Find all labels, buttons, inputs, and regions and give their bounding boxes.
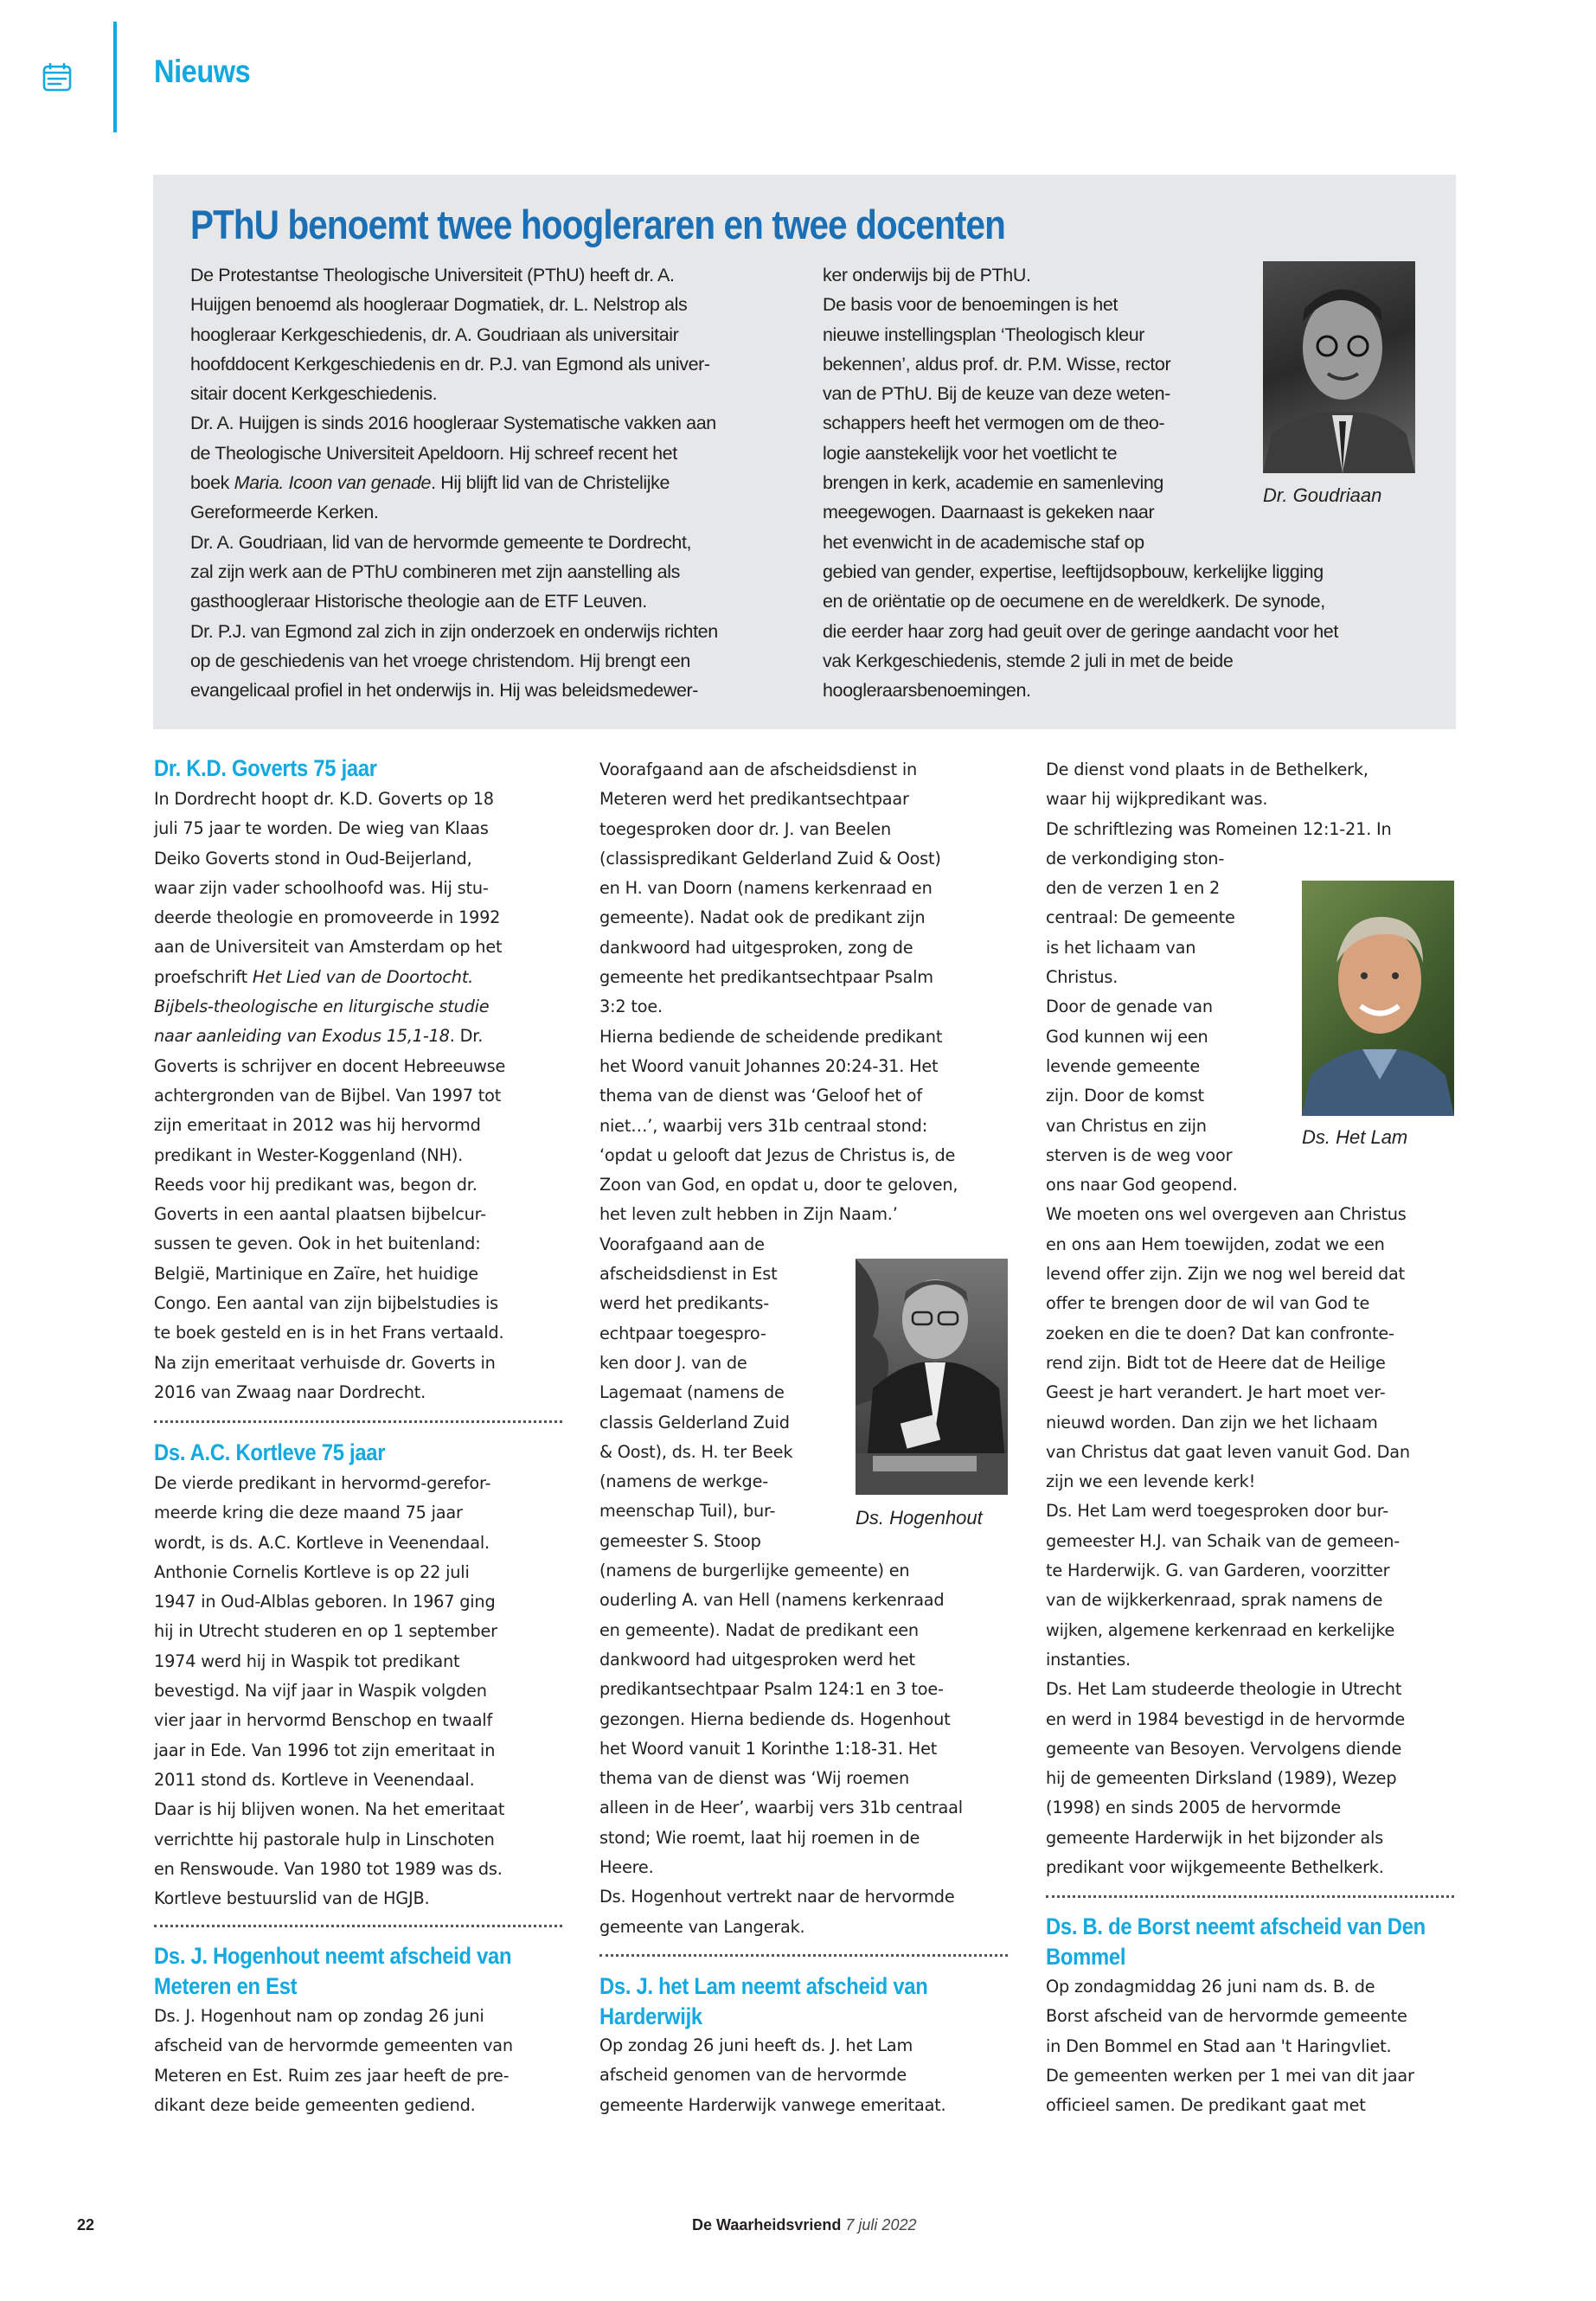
photo-caption-goudriaan: Dr. Goudriaan [1263, 484, 1382, 506]
photo-goudriaan [1263, 261, 1415, 473]
publication-date: 7 juli 2022 [845, 2216, 917, 2234]
text-line: bevestigd. Na vijf jaar in Waspik volgden [154, 1681, 487, 1702]
text-line: in Den Bommel en Stad aan 't Haringvliet. [1046, 2035, 1392, 2056]
text-line: Ds. Het Lam werd toegesproken door bur- [1046, 1501, 1389, 1522]
text-line: Zoon van God, en opdat u, door te geloven, [599, 1175, 958, 1195]
heading-line: Harderwijk [599, 2003, 702, 2029]
italic-title: naar aanleiding van Exodus 15,1-18 [154, 1026, 450, 1047]
text-line: ker onderwijs bij de PThU. [823, 265, 1031, 285]
text-line: gemeente van Langerak. [599, 1916, 805, 1937]
text-line: Kortleve bestuurslid van de HGJB. [154, 1888, 430, 1909]
text-line: sussen te geven. Ook in het buitenland: [154, 1234, 481, 1254]
text-line: vier jaar in hervormd Benschop en twaalf [154, 1710, 493, 1731]
text-line: levend offer zijn. Zijn we nog wel bereid dat [1046, 1264, 1406, 1285]
text-line: evangelicaal profiel in het onderwijs in. Hij was beleidsmedewer- [190, 680, 699, 702]
text-line: bekennen’, aldus prof. dr. P.M. Wisse, rector [823, 353, 1171, 375]
text-line [190, 468, 718, 497]
text-line: (namens de burgerlijke gemeente) en [599, 1561, 910, 1581]
publication-name: De Waarheidsvriend [692, 2216, 842, 2234]
text-line: predikant voor wijkgemeente Bethelkerk. [1046, 1856, 1384, 1877]
text-line: schappers heeft het vermogen om de theo- [823, 413, 1165, 434]
text-line: De basis voor de benoemingen is het [823, 294, 1118, 316]
italic-title: Maria. Icoon van genade [234, 472, 432, 494]
article-heading-hogenhout [154, 1941, 511, 2002]
text-line: thema van de dienst was ‘Geloof het of [599, 1086, 922, 1106]
text-line: Meteren werd het predikantsechtpaar [599, 789, 909, 810]
text-line: Anthonie Cornelis Kortleve is op 22 juli [154, 1561, 470, 1582]
text-line: waar zijn vader schoolhoofd was. Hij stu- [154, 877, 489, 898]
text-line: meenschap Tuil), bur- [599, 1501, 776, 1522]
text-line: zoeken en die te doen? Dat kan confronte- [1046, 1323, 1394, 1343]
article-text-goverts [154, 785, 505, 1407]
text-line: zijn we een levende kerk! [1046, 1471, 1256, 1492]
article-text-deborst [1046, 1972, 1414, 2120]
text-line: Christus. [1046, 967, 1118, 988]
heading-line: Meteren en Est [154, 1973, 298, 1999]
text-line: 1947 in Oud-Alblas geboren. In 1967 ging [154, 1592, 496, 1612]
text-line: niet…’, waarbij vers 31b centraal stond: [599, 1115, 927, 1136]
text-line: België, Martinique en Zaïre, het huidige [154, 1263, 478, 1284]
italic-title: Het Lied van de Doortocht. [252, 966, 474, 987]
text-line: de verkondiging ston- [1046, 848, 1225, 868]
text-line: De vierde predikant in hervormd-gerefor- [154, 1473, 491, 1493]
text-line: God kunnen wij een [1046, 1026, 1208, 1047]
text-line: Op zondag 26 juni heeft ds. J. het Lam [599, 2035, 913, 2055]
text-line: en H. van Doorn (namens kerkenraad en [599, 878, 933, 899]
text-line: gemeente Harderwijk vanwege emeritaat. [599, 2094, 946, 2115]
text-line: Borst afscheid van de hervormde gemeente [1046, 2006, 1407, 2027]
text-line: het leven zult hebben in Zijn Naam.’ [599, 1204, 898, 1225]
text-line: Deiko Goverts stond in Oud-Beijerland, [154, 848, 472, 868]
calendar-icon [42, 62, 72, 92]
text-line: Voorafgaand aan de [599, 1234, 765, 1254]
article-text-kortleve [154, 1469, 504, 1913]
text-line: van de PThU. Bij de keuze van deze weten- [823, 383, 1170, 405]
photo-het-lam [1302, 881, 1454, 1116]
text-line: Na zijn emeritaat verhuisde dr. Goverts in [154, 1352, 496, 1373]
text-line: (1998) en sinds 2005 de hervormde [1046, 1798, 1342, 1818]
text-line: ken door J. van de [599, 1352, 747, 1373]
text-line: zijn. Door de komst [1046, 1086, 1204, 1106]
text-line: 3:2 toe. [599, 997, 663, 1017]
text-line: wordt, is ds. A.C. Kortleve in Veenendaal. [154, 1532, 490, 1553]
text-line: afscheid genomen van de hervormde [599, 2065, 907, 2086]
text-line: is het lichaam van [1046, 937, 1196, 958]
text-line: Gereformeerde Kerken. [190, 502, 379, 523]
heading-line: Ds. J. Hogenhout neemt afscheid van [154, 1943, 512, 1969]
text-line: Huijgen benoemd als hoogleraar Dogmatiek, dr. L. Nelstrop als [190, 294, 688, 316]
text-line: nieuwe instellingsplan ‘Theologisch kleur [823, 324, 1145, 345]
text-line: zijn emeritaat in 2012 was hij hervormd [154, 1115, 481, 1136]
text-line: gasthoogleraar Historische theologie aan de ETF Leuven. [190, 591, 647, 612]
text-line: van de wijkkerkenraad, sprak namens de [1046, 1590, 1383, 1611]
article-heading-kortleve: Ds. A.C. Kortleve 75 jaar [154, 1439, 386, 1465]
text-line: stond; Wie roemt, laat hij roemen in de [599, 1827, 920, 1848]
text-line: In Dordrecht hoopt dr. K.D. Goverts op 18 [154, 789, 494, 809]
text-line: officieel samen. De predikant gaat met [1046, 2095, 1366, 2116]
text-line: 1974 werd hij in Waspik tot predikant [154, 1650, 460, 1671]
text-line: Dr. A. Goudriaan, lid van de hervormde gemeente te Dordrecht, [190, 531, 692, 553]
text-line: gemeente Harderwijk in het bijzonder als [1046, 1827, 1384, 1848]
text-line: hij de gemeenten Dirksland (1989), Wezep [1046, 1768, 1397, 1789]
text-line: wijken, algemene kerkenraad en kerkelijke [1046, 1619, 1395, 1640]
text-line: levende gemeente [1046, 1055, 1200, 1076]
text-line: De Protestantse Theologische Universiteit (PThU) heeft dr. A. [190, 265, 675, 285]
text-segment: . Dr. [449, 1026, 484, 1047]
text-line: rend zijn. Bidt tot de Heere dat de Heilige [1046, 1352, 1386, 1373]
text-line: gemeente van Besoyen. Vervolgens diende [1046, 1738, 1402, 1759]
text-line: en gemeente). Nadat de predikant een [599, 1619, 919, 1640]
text-line: achtergronden van de Bijbel. Van 1997 tot [154, 1085, 502, 1106]
text-line: verrichtte hij pastorale hulp in Linschoten [154, 1829, 495, 1849]
text-line: jaar in Ede. Van 1996 tot zijn emeritaat in [154, 1740, 496, 1760]
text-line: de Theologische Universiteit Apeldoorn. Hij schreef recent het [190, 442, 677, 464]
text-line: afscheid van de hervormde gemeenten van [154, 2035, 513, 2056]
article-heading-hetlam [599, 1971, 928, 2032]
text-line: Ds. Hogenhout vertrekt naar de hervormde [599, 1887, 955, 1907]
text-line: afscheidsdienst in Est [599, 1264, 778, 1285]
text-line: & Oost), ds. H. ter Beek [599, 1441, 793, 1462]
text-line: We moeten ons wel overgeven aan Christus [1046, 1204, 1407, 1225]
text-line: Lagemaat (namens de [599, 1382, 785, 1403]
header-divider [113, 22, 117, 132]
text-line: vak Kerkgeschiedenis, stemde 2 juli in met de beide [823, 650, 1234, 671]
article-text-hetlam [599, 2031, 945, 2120]
text-line: Ds. Het Lam studeerde theologie in Utrecht [1046, 1679, 1402, 1700]
text-line: en Renswoude. Van 1980 tot 1989 was ds. [154, 1858, 503, 1879]
text-line: 2016 van Zwaag naar Dordrecht. [154, 1381, 426, 1402]
text-line: Daar is hij blijven wonen. Na het emeritaat [154, 1799, 505, 1820]
text-line: te boek gesteld en is in het Frans vertaald. [154, 1323, 504, 1343]
text-line: sitair docent Kerkgeschiedenis. [190, 383, 438, 405]
text-line: Congo. Een aantal van zijn bijbelstudies is [154, 1293, 498, 1314]
text-segment: . Hij blijft lid van de Christelijke [431, 472, 670, 494]
text-line: gemeester S. Stoop [599, 1530, 761, 1551]
article-separator [1046, 1895, 1454, 1898]
heading-line: Ds. J. het Lam neemt afscheid van [599, 1973, 928, 1999]
text-line: te Harderwijk. G. van Garderen, voorzitter [1046, 1561, 1390, 1581]
text-line: ‘opdat u gelooft dat Jezus de Christus is, de [599, 1144, 956, 1165]
text-line: van Christus en zijn [1046, 1115, 1207, 1136]
text-line: thema van de dienst was ‘Wij roemen [599, 1768, 909, 1789]
text-line: juli 75 jaar te worden. De wieg van Klaas [154, 818, 489, 839]
text-segment: proefschrift [154, 966, 253, 987]
text-line: Voorafgaand aan de afscheidsdienst in [599, 760, 918, 779]
text-line [154, 992, 505, 1022]
article-separator [154, 1420, 562, 1423]
text-line: deerde theologie en promoveerde in 1992 [154, 907, 501, 928]
text-line: Heere. [599, 1856, 654, 1877]
text-line: zal zijn werk aan de PThU combineren met zijn aanstelling als [190, 561, 680, 582]
text-line: (namens de werkge- [599, 1471, 769, 1492]
page-number: 22 [77, 2216, 95, 2234]
text-line: Geest je hart verandert. Je hart moet ver- [1046, 1382, 1386, 1403]
text-line: waar hij wijkpredikant was. [1046, 789, 1268, 810]
text-line: meegewogen. Daarnaast is gekeken naar [823, 502, 1155, 523]
text-line: het evenwicht in de academische staf op [823, 531, 1144, 553]
text-line: nieuwd worden. Dan zijn we het lichaam [1046, 1412, 1378, 1433]
article-separator [599, 1954, 1008, 1957]
feature-title: PThU benoemt twee hoogleraren en twee docenten [190, 202, 1005, 247]
text-line: centraal: De gemeente [1046, 907, 1235, 928]
text-line: meerde kring die deze maand 75 jaar [154, 1503, 463, 1523]
italic-title: Bijbels-theologische en liturgische studie [154, 997, 490, 1017]
photo-caption-het-lam: Ds. Het Lam [1302, 1126, 1408, 1148]
feature-text-right [823, 260, 1338, 705]
text-line: hoogleraarsbenoemingen. [823, 680, 1031, 702]
text-line: het Woord vanuit Johannes 20:24-31. Het [599, 1055, 939, 1076]
text-line: gemeester H.J. van Schaik van de gemeen- [1046, 1530, 1401, 1551]
text-line: gemeente het predikantsechtpaar Psalm [599, 967, 933, 988]
photo-caption-hogenhout: Ds. Hogenhout [856, 1507, 983, 1529]
text-line: hoogleraar Kerkgeschiedenis, dr. A. Goudriaan als universitair [190, 324, 679, 345]
text-line: 2011 stond ds. Kortleve in Veenendaal. [154, 1769, 475, 1790]
text-line: Door de genade van [1046, 997, 1213, 1017]
text-line: predikantsechtpaar Psalm 124:1 en 3 toe- [599, 1679, 944, 1700]
text-segment: boek [190, 472, 234, 494]
text-line: die eerder haar zorg had geuit over de geringe aandacht voor het [823, 620, 1338, 642]
text-line: aan de Universiteit van Amsterdam op het [154, 937, 503, 958]
text-line: op de geschiedenis van het vroege christendom. Hij brengt een [190, 650, 690, 671]
text-line: van Christus dat gaat leven vanuit God. Dan [1046, 1441, 1410, 1462]
text-line: ons naar God geopend. [1046, 1175, 1238, 1195]
text-line: Dr. P.J. van Egmond zal zich in zijn onderzoek en onderwijs richten [190, 620, 718, 642]
text-line: hoofddocent Kerkgeschiedenis en dr. P.J. van Egmond als univer- [190, 353, 710, 375]
heading-line: Ds. B. de Borst neemt afscheid van Den [1046, 1913, 1426, 1939]
text-line: het Woord vanuit 1 Korinthe 1:18-31. Het [599, 1738, 938, 1759]
text-line: gebied van gender, expertise, leeftijdsopbouw, kerkelijke ligging [823, 561, 1324, 582]
text-line: werd het predikants- [599, 1293, 769, 1314]
text-line: alleen in de Heer’, waarbij vers 31b centraal [599, 1798, 963, 1818]
text-line: den de verzen 1 en 2 [1046, 878, 1221, 899]
text-line: predikant in Wester-Koggenland (NH). [154, 1144, 464, 1165]
text-line: ouderling A. van Hell (namens kerkenraad [599, 1590, 945, 1611]
text-line: Meteren en Est. Ruim zes jaar heeft de pre- [154, 2065, 510, 2086]
text-line: en werd in 1984 bevestigd in de hervormde [1046, 1708, 1406, 1729]
text-line [154, 963, 505, 992]
text-line: offer te brengen door de wil van God te [1046, 1293, 1370, 1314]
text-line: dankwoord had uitgesproken, zong de [599, 937, 913, 958]
heading-line: Bommel [1046, 1944, 1126, 1970]
article-text-hogenhout [154, 2002, 513, 2120]
text-line: echtpaar toegespro- [599, 1323, 766, 1343]
article-heading-deborst [1046, 1912, 1426, 1972]
text-line [154, 1022, 505, 1051]
text-line: Ds. J. Hogenhout nam op zondag 26 juni [154, 2006, 484, 2026]
text-line: classis Gelderland Zuid [599, 1412, 790, 1433]
text-line: De dienst vond plaats in de Bethelkerk, [1046, 760, 1368, 779]
text-line: dankwoord had uitgesproken werd het [599, 1649, 915, 1670]
feature-text-left [190, 260, 718, 705]
photo-hogenhout [856, 1259, 1008, 1495]
text-line: Op zondagmiddag 26 juni nam ds. B. de [1046, 1977, 1375, 1997]
text-line: De gemeenten werken per 1 mei van dit jaar [1046, 2065, 1414, 2086]
text-line: Reeds voor hij predikant was, begon dr. [154, 1174, 478, 1195]
text-line: instanties. [1046, 1649, 1131, 1670]
text-line: logie aanstekelijk voor het voetlicht te [823, 442, 1118, 464]
text-line: (classispredikant Gelderland Zuid & Oost) [599, 848, 941, 868]
text-line: De schriftlezing was Romeinen 12:1-21. In [1046, 818, 1392, 839]
text-line: Goverts in een aantal plaatsen bijbelcur- [154, 1204, 486, 1225]
text-line: Goverts is schrijver en docent Hebreeuwse [154, 1055, 506, 1076]
text-line: en de oriëntatie op de oecumene en de wereldkerk. De synode, [823, 591, 1325, 612]
text-line: gemeente). Nadat ook de predikant zijn [599, 907, 926, 928]
text-line: gezongen. Hierna bediende ds. Hogenhout [599, 1708, 951, 1729]
text-line: toegesproken door dr. J. van Beelen [599, 818, 892, 839]
text-line: dikant deze beide gemeenten gediend. [154, 2094, 476, 2115]
text-line: brengen in kerk, academie en samenleving [823, 472, 1163, 494]
text-line: Hierna bediende de scheidende predikant [599, 1026, 943, 1047]
article-heading-goverts: Dr. K.D. Goverts 75 jaar [154, 755, 377, 781]
article-separator [154, 1925, 562, 1927]
section-title: Nieuws [154, 54, 251, 89]
footer-publication [692, 2216, 916, 2234]
text-line: hij in Utrecht studeren en op 1 september [154, 1621, 497, 1642]
text-line: Dr. A. Huijgen is sinds 2016 hoogleraar Systematische vakken aan [190, 413, 716, 434]
text-line: en ons aan Hem toewijden, zodat we een [1046, 1234, 1385, 1254]
text-line: sterven is de weg voor [1046, 1144, 1233, 1165]
